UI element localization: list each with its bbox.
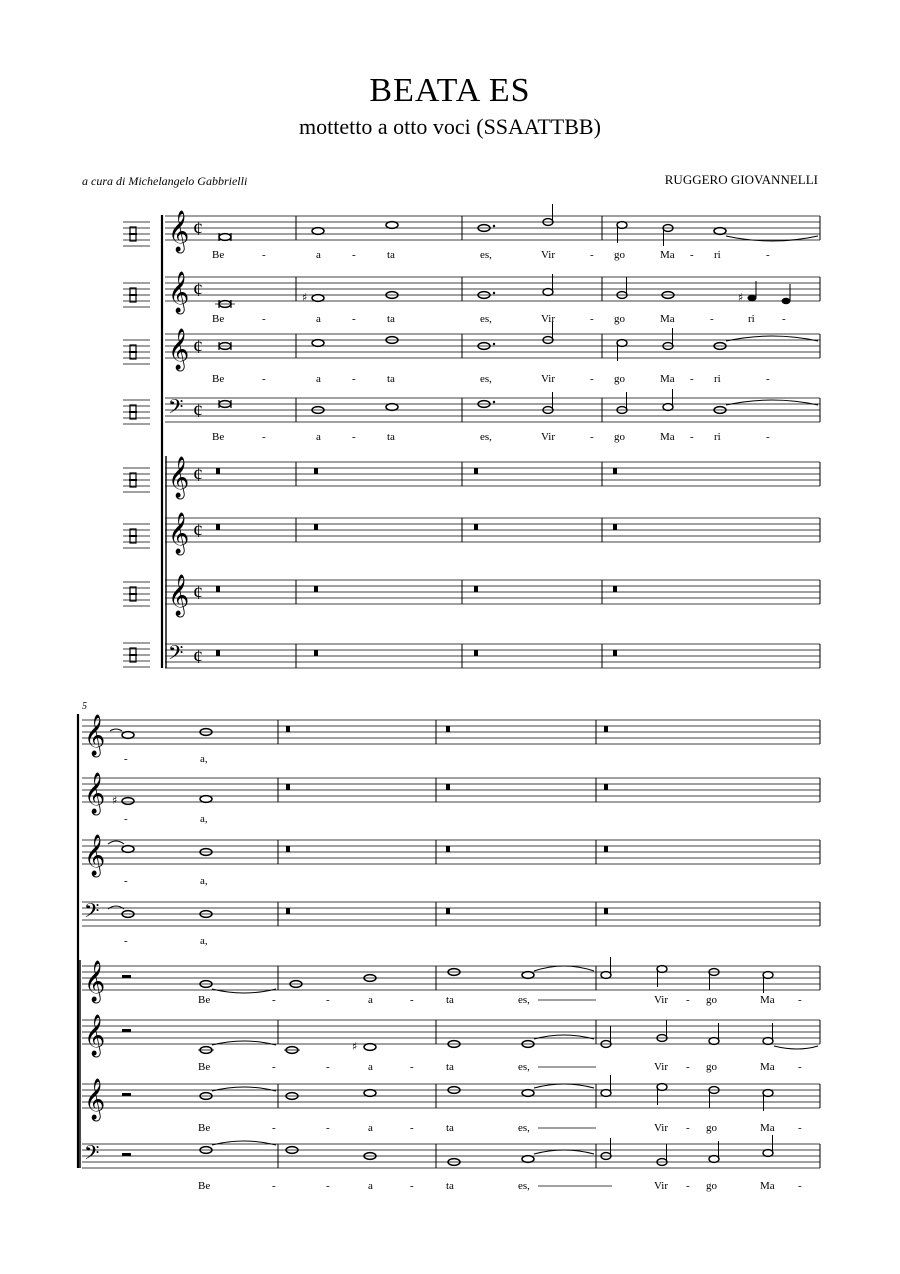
- lyric-hyphen: -: [272, 1061, 276, 1073]
- lyric-syllable: go: [706, 1061, 717, 1073]
- s2-staff-8: [82, 1135, 820, 1192]
- lyric-syllable: go: [614, 249, 625, 261]
- whole-rest-icon: [216, 524, 220, 530]
- note: [219, 233, 231, 241]
- note: [198, 1047, 214, 1054]
- lyric-syllable: ri: [714, 249, 721, 261]
- treble-clef-icon: 𝄞: [84, 1015, 106, 1056]
- lyric-syllable: Vir: [541, 249, 556, 261]
- lyric-syllable: go: [706, 994, 717, 1006]
- lyric-hyphen: -: [798, 1061, 802, 1073]
- lyric-syllable: a: [368, 1061, 373, 1073]
- sharp-icon: ♯: [738, 291, 744, 304]
- staff-2: [165, 271, 820, 325]
- lyric-syllable: Vir: [654, 994, 669, 1006]
- treble-clef-icon: 𝄞: [168, 575, 190, 616]
- lyric-syllable: ta: [446, 994, 454, 1006]
- lyrics-staff-3: [212, 373, 770, 385]
- lyric-syllable: Ma: [760, 1122, 775, 1134]
- editor-credit: a cura di Michelangelo Gabbrielli: [82, 174, 248, 188]
- tie: [108, 841, 124, 844]
- tie: [534, 966, 594, 971]
- staff-1: [165, 204, 820, 261]
- whole-rest-icon: [474, 650, 478, 656]
- treble-clef-icon: 𝄞: [84, 1079, 106, 1120]
- incipit-staff-8: [123, 643, 150, 667]
- lyric-hyphen: -: [124, 813, 128, 825]
- tie: [774, 1046, 818, 1049]
- note: [386, 222, 398, 229]
- whole-rest-icon: [314, 524, 318, 530]
- treble-clef-icon: 𝄞: [168, 457, 190, 498]
- lyric-hyphen: -: [352, 249, 356, 261]
- s2-staff-6: [82, 1014, 820, 1073]
- composer-name: RUGGERO GIOVANNELLI: [664, 172, 818, 187]
- sharp-icon: ♯: [302, 291, 308, 304]
- whole-rest-icon: [604, 784, 608, 790]
- lyric-syllable: go: [614, 373, 625, 385]
- note: [663, 389, 673, 410]
- whole-rest-icon: [604, 726, 608, 732]
- note: [122, 846, 134, 853]
- lyric-syllable: ta: [446, 1180, 454, 1192]
- lyric-syllable: es,: [518, 1122, 530, 1134]
- lyric-syllable: Be: [212, 313, 225, 325]
- lyric-syllable: go: [706, 1122, 717, 1134]
- whole-rest-icon: [216, 586, 220, 592]
- whole-rest-icon: [446, 784, 450, 790]
- lyric-syllable: Be: [198, 1180, 211, 1192]
- note: [782, 284, 791, 304]
- half-rest-icon: [122, 975, 131, 978]
- lyric-syllable: ta: [446, 1061, 454, 1073]
- note: [200, 796, 212, 803]
- lyric-hyphen: -: [766, 249, 770, 261]
- lyrics-staff-2: [212, 313, 786, 325]
- lyric-hyphen: -: [690, 249, 694, 261]
- treble-clef-icon: 𝄞: [168, 329, 190, 370]
- lyric-syllable: Be: [212, 373, 225, 385]
- half-rest-icon: [122, 1029, 131, 1032]
- s2-staff-7: [82, 1075, 820, 1134]
- note: [522, 1090, 534, 1097]
- lyric-syllable: Ma: [660, 373, 675, 385]
- lyric-hyphen: -: [590, 431, 594, 443]
- lyric-hyphen: -: [410, 1061, 414, 1073]
- lyric-hyphen: -: [690, 373, 694, 385]
- staff-7: [165, 574, 820, 617]
- treble-clef-icon: 𝄞: [84, 835, 106, 876]
- lyric-syllable: Be: [212, 431, 225, 443]
- bass-clef-icon: 𝄢: [168, 641, 184, 669]
- tie: [534, 1084, 594, 1088]
- lyric-syllable: a: [316, 313, 321, 325]
- bass-clef-icon: 𝄢: [84, 899, 100, 927]
- lyric-syllable: es,: [518, 1180, 530, 1192]
- tie: [534, 1150, 594, 1154]
- lyric-syllable: ta: [387, 373, 395, 385]
- lyric-syllable: Vir: [541, 431, 556, 443]
- lyric-syllable: go: [614, 313, 625, 325]
- lyric-syllable: ri: [748, 313, 755, 325]
- incipit-staff-1: [123, 222, 150, 246]
- lyric-syllable: a: [316, 249, 321, 261]
- whole-rest-icon: [446, 726, 450, 732]
- staff-8: [165, 641, 820, 669]
- lyric-hyphen: -: [352, 373, 356, 385]
- time-signature: ¢: [193, 520, 203, 542]
- treble-clef-icon: 𝄞: [84, 773, 106, 814]
- lyrics-s2-staff-6: [198, 1061, 802, 1073]
- piece-subtitle: mottetto a otto voci (SSAATTBB): [299, 114, 601, 139]
- lyric-syllable: a: [368, 1122, 373, 1134]
- whole-rest-icon: [474, 524, 478, 530]
- lyric-hyphen: -: [686, 1061, 690, 1073]
- lyric-syllable: ta: [387, 313, 395, 325]
- treble-clef-icon: 𝄞: [168, 513, 190, 554]
- lyric-hyphen: -: [686, 1180, 690, 1192]
- incipit-staff-2: [123, 283, 150, 307]
- lyric-syllable: Ma: [660, 431, 675, 443]
- lyric-syllable: a: [316, 431, 321, 443]
- lyrics-s2-staff-2: [124, 813, 208, 825]
- lyric-syllable: es,: [480, 249, 492, 261]
- lyric-syllable: go: [706, 1180, 717, 1192]
- lyric-syllable: ta: [387, 249, 395, 261]
- lyric-hyphen: -: [326, 994, 330, 1006]
- lyric-hyphen: -: [326, 1122, 330, 1134]
- lyrics-s2-staff-5: [198, 994, 802, 1006]
- treble-clef-icon: 𝄞: [168, 272, 190, 313]
- measure-number: 5: [82, 701, 87, 712]
- lyric-hyphen: -: [782, 313, 786, 325]
- lyric-syllable: a,: [200, 753, 208, 765]
- note: [122, 798, 134, 805]
- lyric-hyphen: -: [798, 1122, 802, 1134]
- incipit-staff-4: [123, 400, 150, 424]
- lyric-syllable: es,: [518, 994, 530, 1006]
- lyric-syllable: Be: [212, 249, 225, 261]
- staff-5: [165, 456, 820, 499]
- lyric-hyphen: -: [690, 431, 694, 443]
- note: [748, 281, 757, 301]
- lyric-hyphen: -: [124, 875, 128, 887]
- system-2: [78, 701, 820, 1192]
- lyric-hyphen: -: [352, 313, 356, 325]
- lyric-hyphen: -: [766, 431, 770, 443]
- lyrics-s2-staff-7: [198, 1122, 802, 1134]
- whole-rest-icon: [613, 524, 617, 530]
- lyric-hyphen: -: [798, 994, 802, 1006]
- lyric-syllable: a: [316, 373, 321, 385]
- note: [386, 404, 398, 411]
- bass-clef-icon: 𝄢: [84, 1141, 100, 1169]
- s2-staff-4: [82, 899, 820, 947]
- lyric-hyphen: -: [590, 313, 594, 325]
- lyric-hyphen: -: [262, 373, 266, 385]
- treble-clef-icon: 𝄞: [84, 715, 106, 756]
- treble-clef-icon: 𝄞: [84, 961, 106, 1002]
- lyric-syllable: es,: [480, 313, 492, 325]
- lyric-hyphen: -: [410, 994, 414, 1006]
- tie: [110, 729, 122, 731]
- lyric-syllable: a,: [200, 875, 208, 887]
- staff-6: [165, 512, 820, 555]
- lyric-hyphen: -: [326, 1180, 330, 1192]
- lyric-syllable: a: [368, 1180, 373, 1192]
- lyrics-s2-staff-4: [124, 935, 208, 947]
- whole-rest-icon: [604, 908, 608, 914]
- incipit-staff-5: [123, 468, 150, 492]
- tie: [108, 906, 124, 909]
- note: [522, 972, 534, 979]
- note: [364, 1044, 376, 1051]
- whole-rest-icon: [286, 908, 290, 914]
- whole-rest-icon: [286, 846, 290, 852]
- lyric-hyphen: -: [410, 1180, 414, 1192]
- time-signature: ¢: [193, 582, 203, 604]
- lyric-syllable: Ma: [660, 313, 675, 325]
- lyric-syllable: es,: [480, 431, 492, 443]
- note: [601, 957, 611, 978]
- lyric-syllable: ri: [714, 373, 721, 385]
- lyric-syllable: a: [368, 994, 373, 1006]
- lyric-syllable: Vir: [654, 1180, 669, 1192]
- whole-rest-icon: [613, 650, 617, 656]
- staff-3: [165, 322, 820, 385]
- whole-rest-icon: [286, 726, 290, 732]
- incipit-staff-6: [123, 524, 150, 548]
- whole-rest-icon: [613, 586, 617, 592]
- time-signature: ¢: [193, 218, 203, 240]
- note: [312, 295, 324, 302]
- lyric-syllable: es,: [480, 373, 492, 385]
- lyric-syllable: Ma: [760, 1180, 775, 1192]
- lyric-syllable: Vir: [541, 313, 556, 325]
- note: [522, 1156, 534, 1163]
- note: [122, 732, 134, 739]
- incipit-staff-3: [123, 340, 150, 364]
- note: [312, 228, 324, 235]
- lyric-syllable: Ma: [760, 994, 775, 1006]
- lyric-syllable: Be: [198, 1122, 211, 1134]
- lyric-syllable: Vir: [541, 373, 556, 385]
- system-1: [123, 204, 820, 669]
- lyrics-staff-4: [212, 431, 770, 443]
- lyrics-s2-staff-1: [124, 753, 208, 765]
- s2-staff-1: [82, 714, 820, 765]
- lyric-syllable: Vir: [654, 1061, 669, 1073]
- lyric-hyphen: -: [798, 1180, 802, 1192]
- s2-staff-3: [82, 834, 820, 887]
- time-signature: ¢: [193, 279, 203, 301]
- lyric-hyphen: -: [590, 373, 594, 385]
- lyric-hyphen: -: [686, 1122, 690, 1134]
- lyric-syllable: a,: [200, 935, 208, 947]
- whole-rest-icon: [216, 650, 220, 656]
- lyric-hyphen: -: [272, 1180, 276, 1192]
- whole-rest-icon: [446, 908, 450, 914]
- lyric-syllable: a,: [200, 813, 208, 825]
- time-signature: ¢: [193, 400, 203, 422]
- incipit-staff-7: [123, 582, 150, 606]
- whole-rest-icon: [446, 846, 450, 852]
- lyric-hyphen: -: [272, 1122, 276, 1134]
- s2-staff-2: [82, 772, 820, 825]
- lyric-syllable: es,: [518, 1061, 530, 1073]
- time-signature: ¢: [193, 336, 203, 358]
- whole-rest-icon: [216, 468, 220, 474]
- lyrics-s2-staff-3: [124, 875, 208, 887]
- lyric-syllable: Ma: [660, 249, 675, 261]
- lyric-syllable: Ma: [760, 1061, 775, 1073]
- lyric-syllable: ri: [714, 431, 721, 443]
- whole-rest-icon: [314, 468, 318, 474]
- lyric-syllable: Be: [198, 1061, 211, 1073]
- note: [312, 340, 324, 347]
- lyric-hyphen: -: [766, 373, 770, 385]
- lyric-syllable: Be: [198, 994, 211, 1006]
- lyric-hyphen: -: [262, 313, 266, 325]
- lyric-hyphen: -: [124, 753, 128, 765]
- lyric-hyphen: -: [262, 249, 266, 261]
- sharp-icon: ♯: [352, 1040, 358, 1053]
- lyrics-s2-staff-8: [198, 1180, 802, 1192]
- lyric-hyphen: -: [590, 249, 594, 261]
- whole-rest-icon: [604, 846, 608, 852]
- lyric-hyphen: -: [262, 431, 266, 443]
- note: [763, 1135, 773, 1156]
- lyric-hyphen: -: [272, 994, 276, 1006]
- half-rest-icon: [122, 1153, 131, 1156]
- lyrics-staff-1: [212, 249, 770, 261]
- whole-rest-icon: [474, 468, 478, 474]
- lyric-hyphen: -: [352, 431, 356, 443]
- lyric-syllable: ta: [387, 431, 395, 443]
- whole-rest-icon: [613, 468, 617, 474]
- whole-rest-icon: [474, 586, 478, 592]
- time-signature: ¢: [193, 646, 203, 668]
- note: [601, 1075, 611, 1096]
- time-signature: ¢: [193, 464, 203, 486]
- lyric-hyphen: -: [686, 994, 690, 1006]
- whole-rest-icon: [314, 650, 318, 656]
- whole-rest-icon: [314, 586, 318, 592]
- s2-staff-5: [82, 957, 820, 1006]
- lyric-hyphen: -: [410, 1122, 414, 1134]
- treble-clef-icon: 𝄞: [168, 211, 190, 252]
- lyric-syllable: ta: [446, 1122, 454, 1134]
- note: [284, 1047, 300, 1054]
- note: [714, 228, 726, 235]
- sharp-icon: ♯: [112, 794, 118, 807]
- piece-title: BEATA ES: [369, 72, 531, 109]
- bass-clef-icon: 𝄢: [168, 395, 184, 423]
- lyric-hyphen: -: [710, 313, 714, 325]
- lyric-hyphen: -: [326, 1061, 330, 1073]
- lyric-syllable: Vir: [654, 1122, 669, 1134]
- half-rest-icon: [122, 1093, 131, 1096]
- staff-4: [165, 389, 820, 443]
- whole-rest-icon: [286, 784, 290, 790]
- lyric-hyphen: -: [124, 935, 128, 947]
- note: [364, 1090, 376, 1097]
- lyric-syllable: go: [614, 431, 625, 443]
